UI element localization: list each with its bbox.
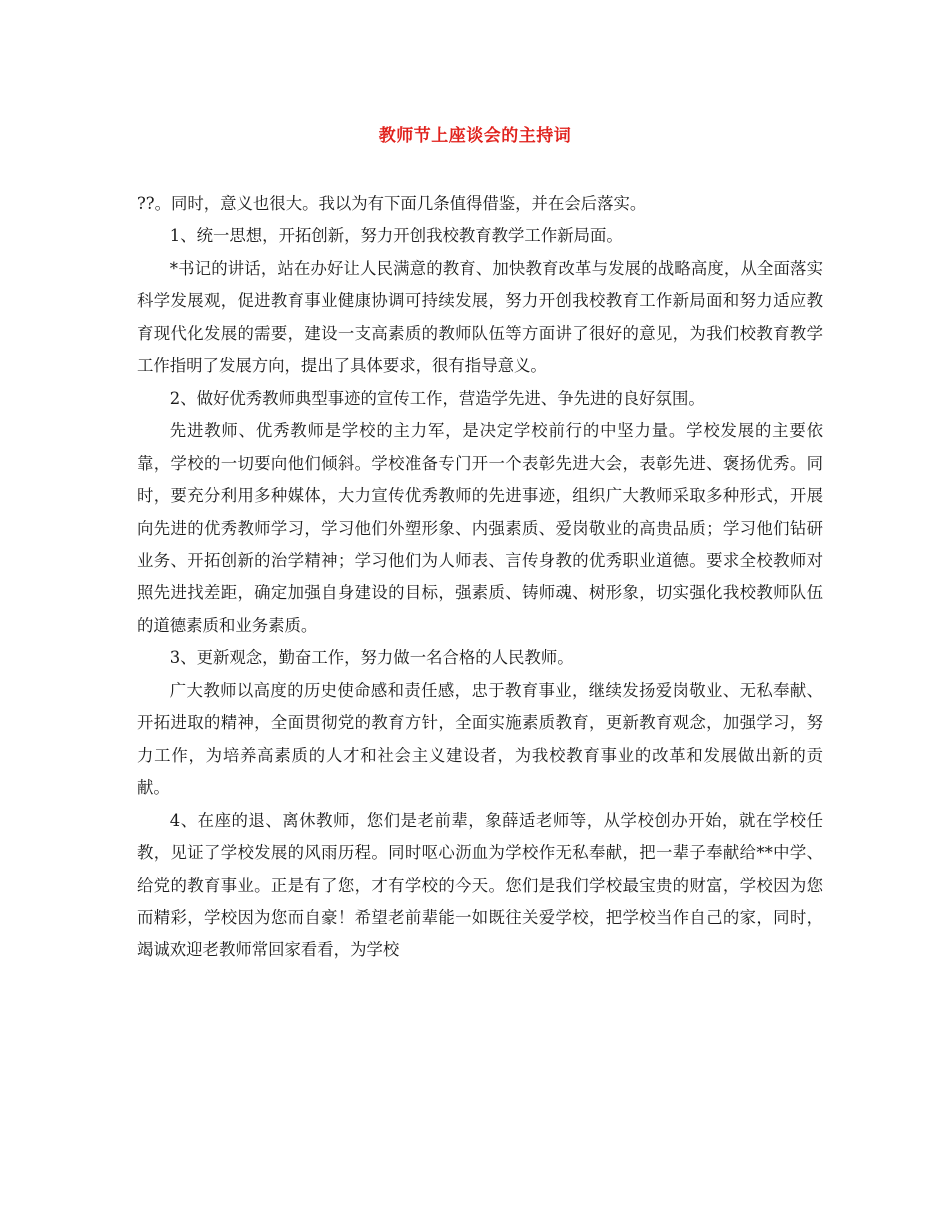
document-body [137,188,823,967]
paragraph-8: 4、在座的退、离休教师，您们是老前辈，象薛适老师等，从学校创办开始，就在学校任教，见证了学校发展的风雨历程。同时呕心沥血为学校作无私奉献，把一辈子奉献给**中学、给党的教育事业。正是有了您，才有学校的今天。您们是我们学校最宝贵的财富，学校因为您而精彩，学校因为您而自豪！希望老前辈能一如既往关爱学校，把学校当作自己的家，同时，竭诚欢迎老教师常回家看看，为学校 [137,810,823,960]
paragraph-1: ??。同时，意义也很大。我以为有下面几条值得借鉴，并在会后落实。 [137,194,647,213]
paragraph-6-heading: 3、更新观念，勤奋工作，努力做一名合格的人民教师。 [169,648,574,668]
document-title: 教师节上座谈会的主持词 [378,126,572,146]
paragraph-2-heading: 1、统一思想，开拓创新，努力开创我校教育教学工作新局面。 [169,226,623,246]
paragraph-7: 广大教师以高度的历史使命感和责任感，忠于教育事业，继续发扬爱岗敬业、无私奉献、开拓进取的精神，全面贯彻党的教育方针，全面实施素质教育，更新教育观念，加强学习，努力工作，为培养高素质的人才和社会主义建设者，为我校教育事业的改革和发展做出新的贡献。 [137,680,823,798]
paragraph-3: *书记的讲话，站在办好让人民满意的教育、加快教育改革与发展的战略高度，从全面落实科学发展观，促进教育事业健康协调可持续发展，努力开创我校教育工作新局面和努力适应教育现代化发展的需要，建设一支高素质的教师队伍等方面讲了很好的意见，为我们校教育教学工作指明了发展方向，提出了具体要求，很有指导意义。 [137,258,823,376]
paragraph-4-heading: 2、做好优秀教师典型事迹的宣传工作，营造学先进、争先进的良好氛围。 [169,388,705,408]
paragraph-5: 先进教师、优秀教师是学校的主力军，是决定学校前行的中坚力量。学校发展的主要依靠，学校的一切要向他们倾斜。学校准备专门开一个表彰先进大会，表彰先进、褒扬优秀。同时，要充分利用多种媒体，大力宣传优秀教师的先进事迹，组织广大教师采取多种形式，开展向先进的优秀教师学习，学习他们外塑形象、内强素质、爱岗敬业的高贵品质；学习他们钻研业务、开拓创新的治学精神；学习他们为人师表、言传身教的优秀职业道德。要求全校教师对照先进找差距，确定加强自身建设的目标，强素质、铸师魂、树形象，切实强化我校教师队伍的道德素质和业务素质。 [137,421,823,635]
